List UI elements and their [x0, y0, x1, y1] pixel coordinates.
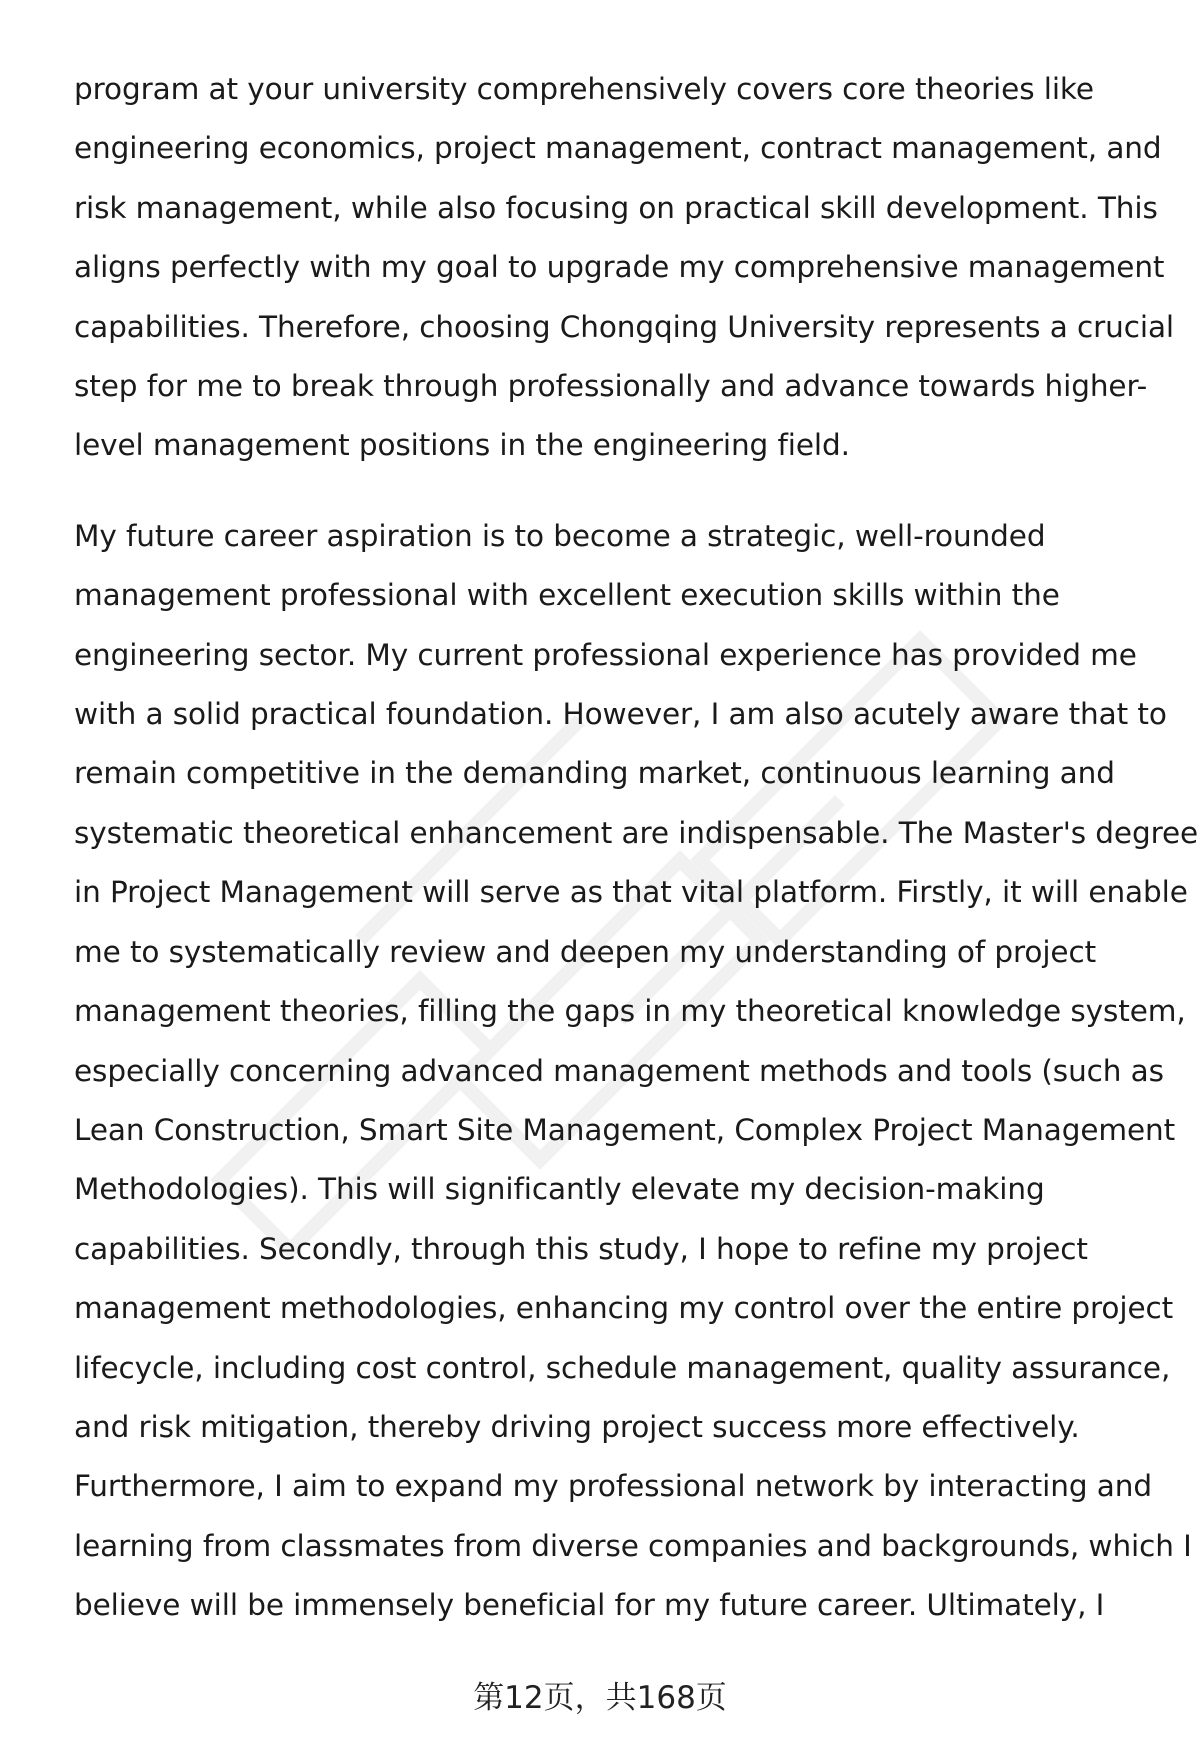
text-line: especially concerning advanced management methods and tools (such as: [74, 1053, 1164, 1088]
text-line: Methodologies). This will significantly elevate my decision-making: [74, 1172, 1045, 1207]
text-line: engineering economics, project management, contract management, and: [74, 131, 1162, 166]
text-line: program at your university comprehensively covers core theories like: [74, 72, 1094, 106]
text-line: in Project Management will serve as that vital platform. Firstly, it will enable: [74, 875, 1188, 910]
paragraph-program-overview: [74, 60, 1175, 476]
page-number: 第12页，共168页: [473, 1680, 727, 1716]
text-line: management professional with excellent execution skills within the: [74, 578, 1060, 613]
document-body: [74, 60, 1199, 1636]
text-line: lifecycle, including cost control, schedule management, quality assurance,: [74, 1350, 1171, 1385]
text-line: engineering sector. My current professional experience has provided me: [74, 637, 1137, 672]
text-line: remain competitive in the demanding market, continuous learning and: [74, 756, 1115, 791]
text-line: believe will be immensely beneficial for my future career. Ultimately, I: [74, 1588, 1105, 1623]
text-line: learning from classmates from diverse companies and backgrounds, which I: [74, 1528, 1192, 1563]
text-line: step for me to break through professionally and advance towards higher-: [74, 369, 1148, 404]
text-line: Furthermore, I aim to expand my professional network by interacting and: [74, 1469, 1152, 1504]
text-line: level management positions in the engineering field.: [74, 428, 850, 463]
text-line: management methodologies, enhancing my control over the entire project: [74, 1291, 1174, 1326]
text-line: capabilities. Secondly, through this study, I hope to refine my project: [74, 1231, 1088, 1266]
text-line: systematic theoretical enhancement are indispensable. The Master's degree: [74, 815, 1199, 850]
text-line: management theories, filling the gaps in my theoretical knowledge system,: [74, 994, 1186, 1029]
text-line: me to systematically review and deepen my understanding of project: [74, 934, 1097, 969]
paragraph-career-aspiration: [74, 507, 1199, 1636]
text-line: Lean Construction, Smart Site Management, Complex Project Management: [74, 1112, 1176, 1147]
text-line: risk management, while also focusing on practical skill development. This: [74, 190, 1158, 225]
text-line: capabilities. Therefore, choosing Chongqing University represents a crucial: [74, 309, 1175, 344]
text-line: aligns perfectly with my goal to upgrade my comprehensive management: [74, 250, 1165, 285]
text-line: My future career aspiration is to become a strategic, well-rounded: [74, 518, 1046, 553]
text-line: with a solid practical foundation. However, I am also acutely aware that to: [74, 697, 1167, 732]
text-line: and risk mitigation, thereby driving project success more effectively.: [74, 1409, 1080, 1444]
